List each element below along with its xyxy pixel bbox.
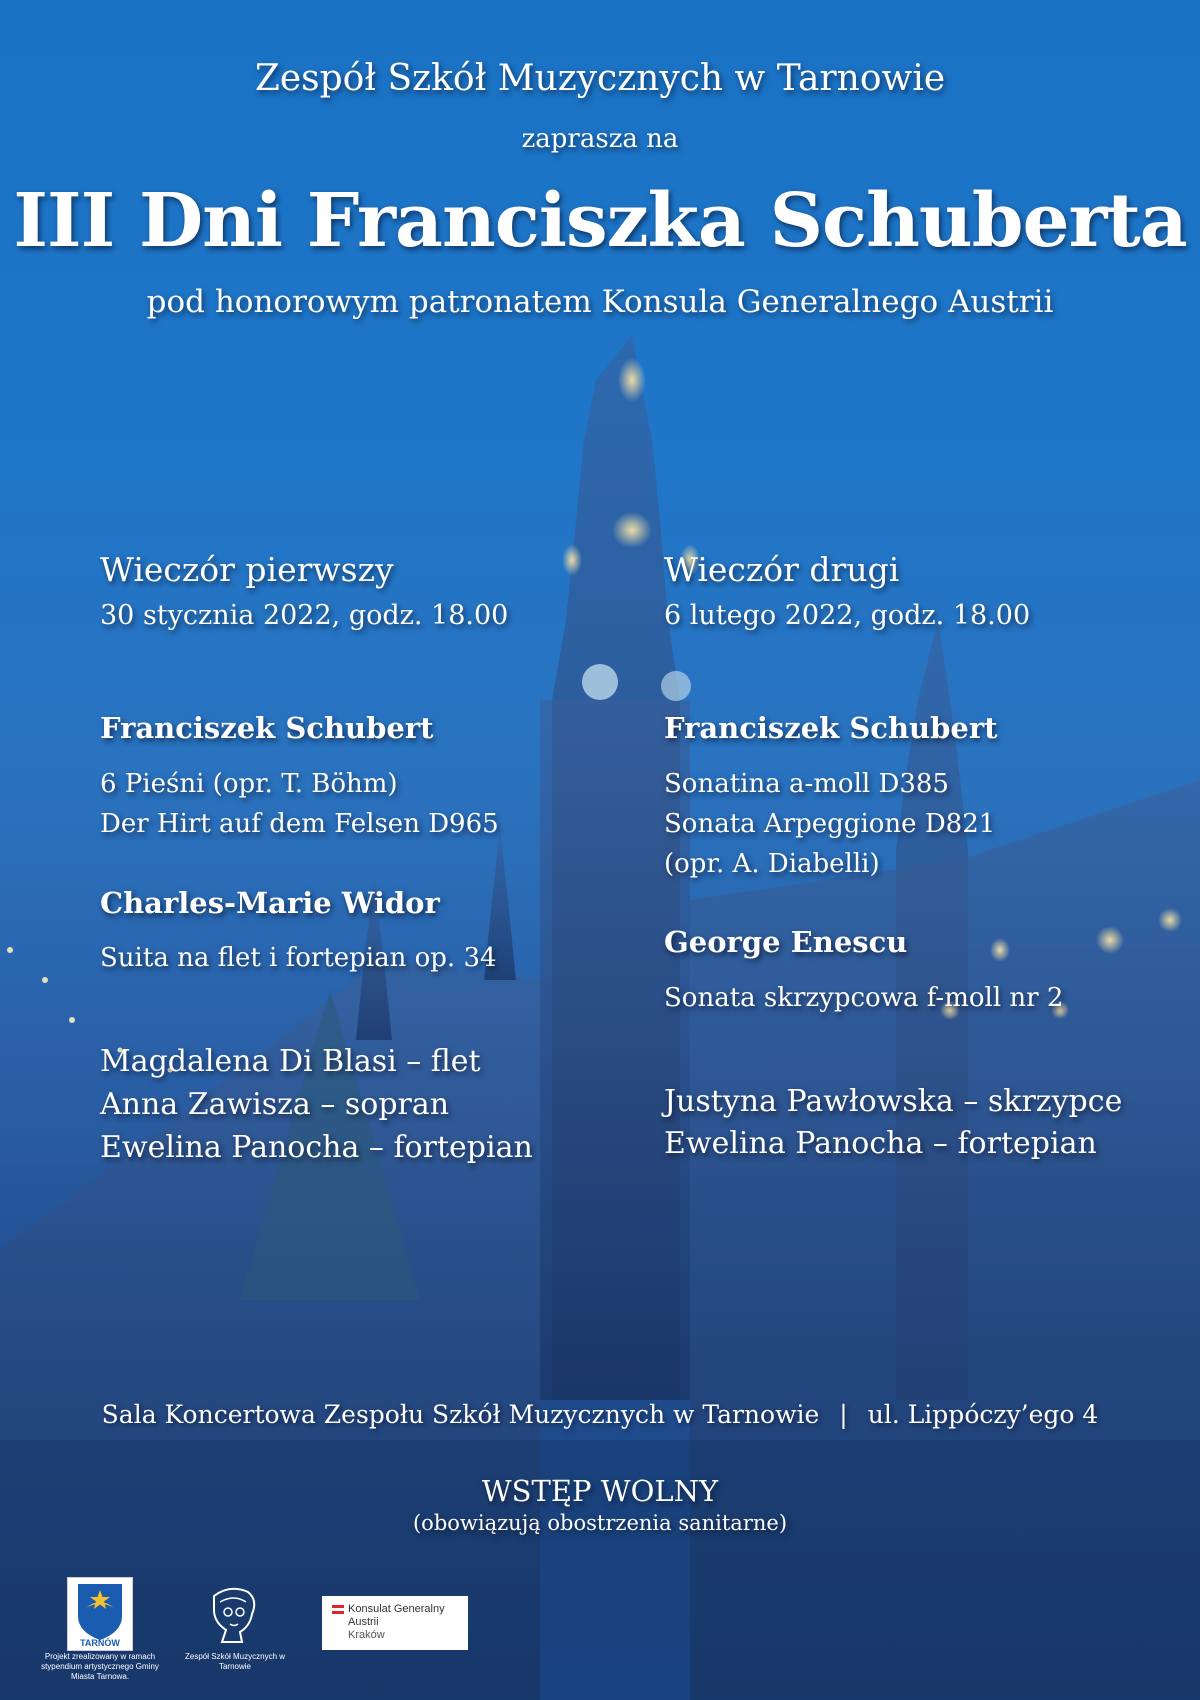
- evening-one-date: 30 stycznia 2022, godz. 18.00: [100, 600, 509, 631]
- evening-two-work-3: (opr. A. Diabelli): [664, 849, 880, 879]
- sanitary-note: (obowiązują obostrzenia sanitarne): [412, 1511, 788, 1535]
- evening-two-performer-2: Ewelina Panocha – fortepian: [664, 1126, 1097, 1161]
- evening-two-performer-1: Justyna Pawłowska – skrzypce: [664, 1084, 1123, 1119]
- evening-one-composer-2: Charles-Marie Widor: [100, 886, 440, 920]
- venue-line: [0, 1400, 1200, 1429]
- patronage-text: pod honorowym patronatem Konsula Generalnego Austrii: [146, 284, 1054, 320]
- consulate-logo: [322, 1596, 468, 1650]
- venue-address: ul. Lippóczy’ego 4: [867, 1400, 1099, 1429]
- evening-two-work-2: Sonata Arpeggione D821: [664, 809, 996, 839]
- austria-flag-icon: [332, 1605, 344, 1614]
- tarnow-label: TARNÓW: [80, 1638, 120, 1648]
- evening-two-date: 6 lutego 2022, godz. 18.00: [664, 600, 1031, 631]
- school-caption: Zespół Szkół Muzycznych w Tarnowie: [184, 1652, 286, 1671]
- evening-one-performer-3: Ewelina Panocha – fortepian: [100, 1130, 533, 1165]
- tarnow-logo: [67, 1577, 133, 1651]
- consulate-line-1: Konsulat Generalny: [348, 1603, 445, 1615]
- school-logo: [200, 1582, 266, 1648]
- evening-two-work-4: Sonata skrzypcowa f-moll nr 2: [664, 983, 1064, 1013]
- venue-separator: |: [839, 1400, 848, 1429]
- consulate-line-3: Kraków: [348, 1629, 385, 1641]
- tarnow-caption: Projekt zrealizowany w ramach stypendium artystycznego Gminy Miasta Tarnowa.: [41, 1652, 159, 1681]
- evening-two-composer-1: Franciszek Schubert: [664, 711, 998, 745]
- evening-two-work-1: Sonatina a-moll D385: [664, 769, 949, 799]
- evening-one-composer-1: Franciszek Schubert: [100, 711, 434, 745]
- evening-one-title: Wieczór pierwszy: [100, 550, 394, 589]
- venue-name: Sala Koncertowa Zespołu Szkół Muzycznych w Tarnowie: [101, 1400, 820, 1429]
- evening-one-work-1: 6 Pieśni (opr. T. Böhm): [100, 769, 398, 799]
- consulate-line-2: Austrii: [348, 1616, 379, 1628]
- evening-one-work-3: Suita na flet i fortepian op. 34: [100, 943, 497, 973]
- evening-one-work-2: Der Hirt auf dem Felsen D965: [100, 809, 499, 839]
- evening-one-performer-1: Magdalena Di Blasi – flet: [100, 1044, 481, 1079]
- evening-one-performer-2: Anna Zawisza – sopran: [100, 1087, 450, 1122]
- evening-two-composer-2: George Enescu: [664, 925, 908, 959]
- event-title: III Dni Franciszka Schuberta: [13, 178, 1187, 264]
- free-entry: WSTĘP WOLNY: [481, 1474, 719, 1508]
- organizer-name: Zespół Szkół Muzycznych w Tarnowie: [254, 58, 946, 99]
- schubert-portrait-icon: [200, 1582, 266, 1648]
- evening-two-title: Wieczór drugi: [664, 550, 900, 589]
- invite-text: zaprasza na: [521, 124, 679, 154]
